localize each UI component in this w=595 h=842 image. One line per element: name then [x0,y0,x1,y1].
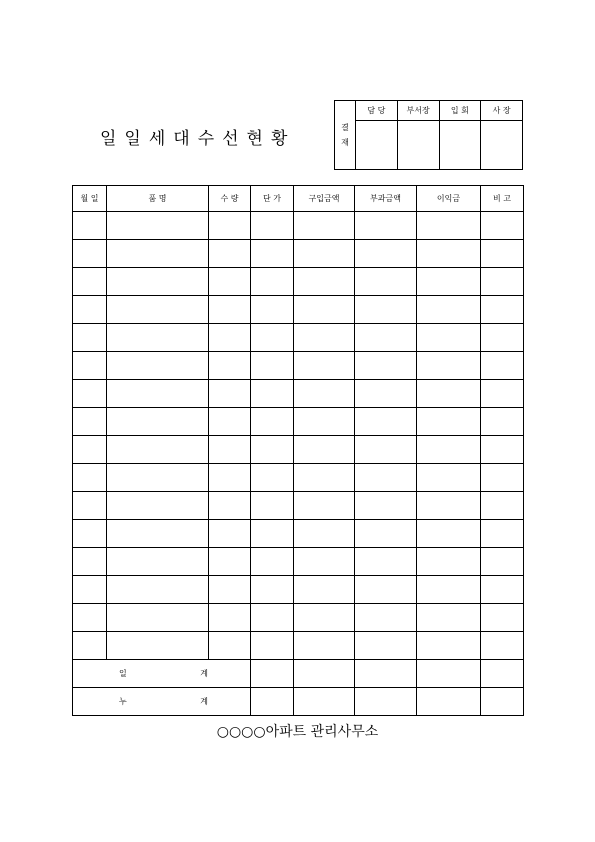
cell[interactable] [417,380,481,408]
cell[interactable] [73,436,107,464]
cell[interactable] [294,660,355,688]
cell[interactable] [251,688,294,716]
table-row [73,548,524,576]
cell[interactable] [481,296,524,324]
cell[interactable] [481,492,524,520]
approval-role: 사 장 [481,101,523,121]
cell[interactable] [355,632,417,660]
cell[interactable] [251,436,294,464]
cell[interactable] [294,380,355,408]
cell[interactable] [209,520,251,548]
repair-table [72,185,524,716]
column-header: 월 일 [73,186,107,212]
column-header: 비 고 [481,186,524,212]
cell[interactable] [294,212,355,240]
subtotal-label: 일 계 [73,660,251,688]
cell[interactable] [355,324,417,352]
cell[interactable] [73,604,107,632]
table-row [73,464,524,492]
cell[interactable] [417,240,481,268]
signature-box[interactable] [481,121,523,170]
cell[interactable] [355,604,417,632]
cell[interactable] [251,632,294,660]
cell[interactable] [209,408,251,436]
cell[interactable] [417,492,481,520]
column-header: 구입금액 [294,186,355,212]
cell[interactable] [107,296,209,324]
cell[interactable] [209,268,251,296]
cell[interactable] [481,268,524,296]
cell[interactable] [107,632,209,660]
cell[interactable] [481,688,524,716]
cell[interactable] [417,352,481,380]
cell[interactable] [417,268,481,296]
cell[interactable] [294,268,355,296]
cell[interactable] [107,380,209,408]
cell[interactable] [294,688,355,716]
cell[interactable] [355,380,417,408]
cell[interactable] [209,492,251,520]
cell[interactable] [481,240,524,268]
cell[interactable] [294,548,355,576]
table-row [73,436,524,464]
cell[interactable] [209,632,251,660]
cell[interactable] [73,464,107,492]
cell[interactable] [294,464,355,492]
cell[interactable] [73,324,107,352]
cell[interactable] [355,576,417,604]
cell[interactable] [417,548,481,576]
cell[interactable] [355,520,417,548]
cell[interactable] [251,408,294,436]
table-row [73,240,524,268]
table-row [73,632,524,660]
cell[interactable] [481,604,524,632]
cell[interactable] [417,660,481,688]
cell[interactable] [294,632,355,660]
cell[interactable] [355,268,417,296]
signature-box[interactable] [439,121,481,170]
cell[interactable] [209,380,251,408]
cell[interactable] [251,660,294,688]
cell[interactable] [417,408,481,436]
cell[interactable] [294,324,355,352]
cell[interactable] [481,436,524,464]
approval-box [334,100,523,170]
cell[interactable] [481,660,524,688]
cell[interactable] [355,296,417,324]
cell[interactable] [107,324,209,352]
cell[interactable] [73,240,107,268]
cell[interactable] [73,632,107,660]
cell[interactable] [73,296,107,324]
cell[interactable] [294,296,355,324]
cell[interactable] [73,492,107,520]
table-row [73,408,524,436]
cell[interactable] [73,268,107,296]
cell[interactable] [209,212,251,240]
column-header: 품 명 [107,186,209,212]
cell[interactable] [107,576,209,604]
table-row [73,352,524,380]
table-row [73,604,524,632]
cell[interactable] [107,548,209,576]
cell[interactable] [209,324,251,352]
table-row [73,212,524,240]
cell[interactable] [251,464,294,492]
cell[interactable] [107,352,209,380]
column-header: 부과금액 [355,186,417,212]
cell[interactable] [355,408,417,436]
cell[interactable] [73,548,107,576]
cell[interactable] [251,268,294,296]
approval-role: 부서장 [397,101,439,121]
page-title: 일일세대수선현황 [100,129,296,149]
cell[interactable] [251,296,294,324]
cell[interactable] [481,464,524,492]
cell[interactable] [209,576,251,604]
signature-box[interactable] [397,121,439,170]
cell[interactable] [481,632,524,660]
total-row [73,688,524,716]
column-header: 수 량 [209,186,251,212]
table-header-row [73,186,524,212]
cell[interactable] [417,212,481,240]
cell[interactable] [481,576,524,604]
table-row [73,296,524,324]
cell[interactable] [107,464,209,492]
cell[interactable] [73,576,107,604]
approval-role: 담 당 [356,101,398,121]
cell[interactable] [417,324,481,352]
cell[interactable] [481,548,524,576]
cell[interactable] [209,604,251,632]
cell[interactable] [417,464,481,492]
cell[interactable] [294,520,355,548]
subtotal-row [73,660,524,688]
cell[interactable] [294,408,355,436]
cell[interactable] [251,576,294,604]
cell[interactable] [355,548,417,576]
approval-role: 입 회 [439,101,481,121]
table-row [73,268,524,296]
cell[interactable] [417,520,481,548]
cell[interactable] [107,520,209,548]
column-header: 단 가 [251,186,294,212]
cell[interactable] [209,240,251,268]
cell[interactable] [481,408,524,436]
table-row [73,520,524,548]
signature-box[interactable] [356,121,398,170]
cell[interactable] [251,352,294,380]
cell[interactable] [417,604,481,632]
table-row [73,576,524,604]
cell[interactable] [251,604,294,632]
column-header: 이익금 [417,186,481,212]
table-row [73,324,524,352]
cell[interactable] [481,352,524,380]
cell[interactable] [294,352,355,380]
cell[interactable] [73,352,107,380]
cell[interactable] [355,492,417,520]
cell[interactable] [209,352,251,380]
approval-side-label: 결 재 [335,101,356,170]
cell[interactable] [294,576,355,604]
cell[interactable] [107,212,209,240]
cell[interactable] [355,212,417,240]
cell[interactable] [481,324,524,352]
cell[interactable] [294,240,355,268]
cell[interactable] [417,576,481,604]
cell[interactable] [417,296,481,324]
cell[interactable] [294,492,355,520]
footer-office-name: ○○○○아파트 관리사무소 [216,724,379,740]
cell[interactable] [107,240,209,268]
cell[interactable] [209,464,251,492]
cell[interactable] [209,436,251,464]
total-label: 누 계 [73,688,251,716]
cell[interactable] [294,604,355,632]
cell[interactable] [209,296,251,324]
cell[interactable] [251,380,294,408]
cell[interactable] [73,408,107,436]
cell[interactable] [355,352,417,380]
cell[interactable] [355,688,417,716]
cell[interactable] [355,660,417,688]
cell[interactable] [251,324,294,352]
cell[interactable] [417,632,481,660]
cell[interactable] [107,268,209,296]
cell[interactable] [481,212,524,240]
cell[interactable] [251,492,294,520]
cell[interactable] [251,548,294,576]
cell[interactable] [251,520,294,548]
cell[interactable] [355,436,417,464]
table-row [73,492,524,520]
cell[interactable] [481,520,524,548]
cell[interactable] [251,212,294,240]
cell[interactable] [107,604,209,632]
cell[interactable] [417,688,481,716]
cell[interactable] [107,492,209,520]
cell[interactable] [73,520,107,548]
cell[interactable] [73,212,107,240]
cell[interactable] [107,408,209,436]
cell[interactable] [209,548,251,576]
cell[interactable] [417,436,481,464]
cell[interactable] [355,464,417,492]
table-row [73,380,524,408]
cell[interactable] [107,436,209,464]
cell[interactable] [73,380,107,408]
cell[interactable] [481,380,524,408]
cell[interactable] [251,240,294,268]
cell[interactable] [294,436,355,464]
cell[interactable] [355,240,417,268]
